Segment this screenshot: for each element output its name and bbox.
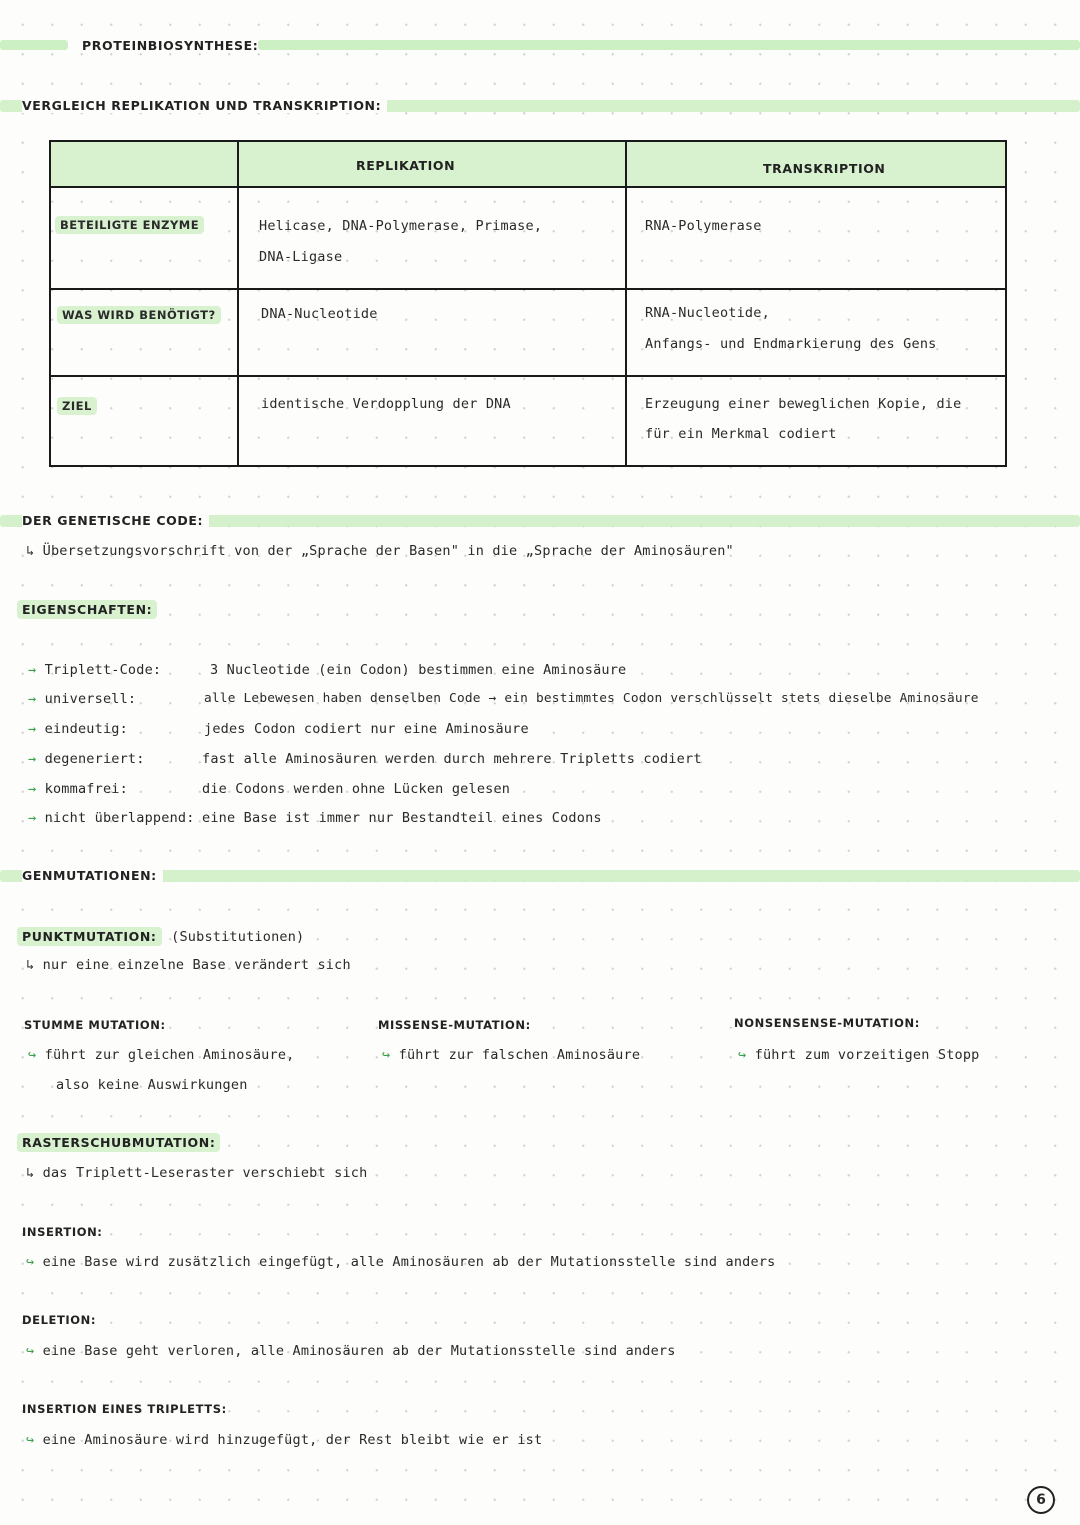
property-desc: alle Lebewesen haben denselben Code → ein bestimmtes Codon verschlüsselt stets dieselbe Aminosäure bbox=[204, 691, 979, 706]
code-definition: ↳ Übersetzungsvorschrift von der „Sprache der Basen" in die „Sprache der Aminosäuren" bbox=[26, 543, 734, 559]
title-bar-right bbox=[258, 40, 1080, 50]
arrow-right-icon: → bbox=[28, 751, 45, 767]
property-desc: 3 Nucleotide (ein Codon) bestimmen eine Aminosäure bbox=[210, 662, 627, 678]
return-arrow-icon: ↳ bbox=[26, 1165, 43, 1181]
col-header-replikation: REPLIKATION bbox=[356, 158, 456, 173]
arrow-right-icon: → bbox=[28, 781, 45, 797]
cell-trans-ziel-2: für ein Merkmal codiert bbox=[645, 426, 837, 442]
property-name: → degeneriert: bbox=[28, 751, 145, 767]
insertion-desc: ↪ eine Base wird zusätzlich eingefügt, alle Aminosäuren ab der Mutationsstelle sind anders bbox=[26, 1254, 776, 1270]
cell-rep-enzyme-2: DNA-Ligase bbox=[259, 249, 343, 265]
cell-trans-benoetigt-1: RNA-Nucleotide, bbox=[645, 305, 770, 321]
property-name: → kommafrei: bbox=[28, 781, 128, 797]
property-name: → Triplett-Code: bbox=[28, 662, 162, 678]
return-arrow-icon: ↪ bbox=[28, 1047, 45, 1063]
arrow-right-icon: → bbox=[28, 810, 45, 826]
cell-rep-ziel-1: identische Verdopplung der DNA bbox=[261, 396, 511, 412]
col-header-transkription: TRANSKRIPTION bbox=[763, 161, 886, 176]
punkt-desc: ↳ nur eine einzelne Base verändert sich bbox=[26, 957, 351, 973]
table-divider bbox=[625, 142, 627, 465]
property-desc: jedes Codon codiert nur eine Aminosäure bbox=[204, 721, 529, 737]
raster-desc: ↳ das Triplett-Leseraster verschiebt sich bbox=[26, 1165, 368, 1181]
punkt-heading-row bbox=[17, 926, 304, 945]
deletion-desc: ↪ eine Base geht verloren, alle Aminosäuren ab der Mutationsstelle sind anders bbox=[26, 1343, 676, 1359]
properties-heading: EIGENSCHAFTEN: bbox=[17, 600, 157, 619]
mutations-heading: GENMUTATIONEN: bbox=[22, 868, 163, 883]
property-name: → nicht überlappend: bbox=[28, 810, 195, 826]
title-bar-left bbox=[0, 40, 68, 50]
property-desc: die Codons werden ohne Lücken gelesen bbox=[202, 781, 511, 797]
nonsense-desc: ↪ führt zum vorzeitigen Stopp bbox=[738, 1047, 980, 1063]
property-name: → universell: bbox=[28, 691, 137, 707]
stumme-line2: also keine Auswirkungen bbox=[56, 1077, 248, 1093]
table-divider bbox=[51, 375, 1005, 377]
stumme-heading: STUMME MUTATION: bbox=[24, 1018, 166, 1032]
arrow-right-icon: → bbox=[28, 691, 45, 707]
stumme-line1: ↪ führt zur gleichen Aminosäure, bbox=[28, 1047, 295, 1063]
raster-heading: RASTERSCHUBMUTATION: bbox=[17, 1133, 220, 1152]
page-number: 6 bbox=[1027, 1486, 1055, 1514]
compare-heading: VERGLEICH REPLIKATION UND TRANSKRIPTION: bbox=[22, 98, 387, 113]
page-title: PROTEINBIOSYNTHESE: bbox=[82, 38, 259, 53]
deletion-heading: DELETION: bbox=[22, 1313, 97, 1327]
row-label-benoetigt: WAS WIRD BENÖTIGT? bbox=[57, 306, 221, 324]
cell-rep-benoetigt-1: DNA-Nucleotide bbox=[261, 306, 378, 322]
punkt-subtitle: (Substitutionen) bbox=[171, 929, 305, 945]
row-label-ziel: ZIEL bbox=[57, 397, 97, 415]
punkt-heading: PUNKTMUTATION: bbox=[17, 927, 162, 946]
arrow-right-icon: → bbox=[28, 721, 45, 737]
insertion-heading: INSERTION: bbox=[22, 1225, 103, 1239]
return-arrow-icon: ↪ bbox=[26, 1254, 43, 1270]
return-arrow-icon: ↳ bbox=[26, 957, 43, 973]
code-heading: DER GENETISCHE CODE: bbox=[22, 513, 209, 528]
return-arrow-icon: ↪ bbox=[382, 1047, 399, 1063]
property-name: → eindeutig: bbox=[28, 721, 128, 737]
return-arrow-icon: ↪ bbox=[738, 1047, 755, 1063]
property-desc: eine Base ist immer nur Bestandteil eines Codons bbox=[202, 810, 602, 826]
nonsense-heading: NONSENSENSE-MUTATION: bbox=[734, 1016, 920, 1030]
missense-desc: ↪ führt zur falschen Aminosäure bbox=[382, 1047, 641, 1063]
table-divider bbox=[237, 142, 239, 465]
return-arrow-icon: ↳ bbox=[26, 543, 43, 559]
comparison-table bbox=[49, 140, 1007, 467]
arrow-right-icon: → bbox=[28, 662, 45, 678]
missense-heading: MISSENSE-MUTATION: bbox=[378, 1018, 531, 1032]
triplet-desc: ↪ eine Aminosäure wird hinzugefügt, der Rest bleibt wie er ist bbox=[26, 1432, 543, 1448]
cell-trans-ziel-1: Erzeugung einer beweglichen Kopie, die bbox=[645, 396, 962, 412]
property-desc: fast alle Aminosäuren werden durch mehrere Tripletts codiert bbox=[202, 751, 702, 767]
return-arrow-icon: ↪ bbox=[26, 1432, 43, 1448]
triplet-heading: INSERTION EINES TRIPLETTS: bbox=[22, 1402, 227, 1416]
row-label-enzyme: BETEILIGTE ENZYME bbox=[55, 216, 204, 234]
cell-trans-enzyme-1: RNA-Polymerase bbox=[645, 218, 762, 234]
return-arrow-icon: ↪ bbox=[26, 1343, 43, 1359]
cell-trans-benoetigt-2: Anfangs- und Endmarkierung des Gens bbox=[645, 336, 937, 352]
cell-rep-enzyme-1: Helicase, DNA-Polymerase, Primase, bbox=[259, 218, 543, 234]
table-divider bbox=[51, 288, 1005, 290]
